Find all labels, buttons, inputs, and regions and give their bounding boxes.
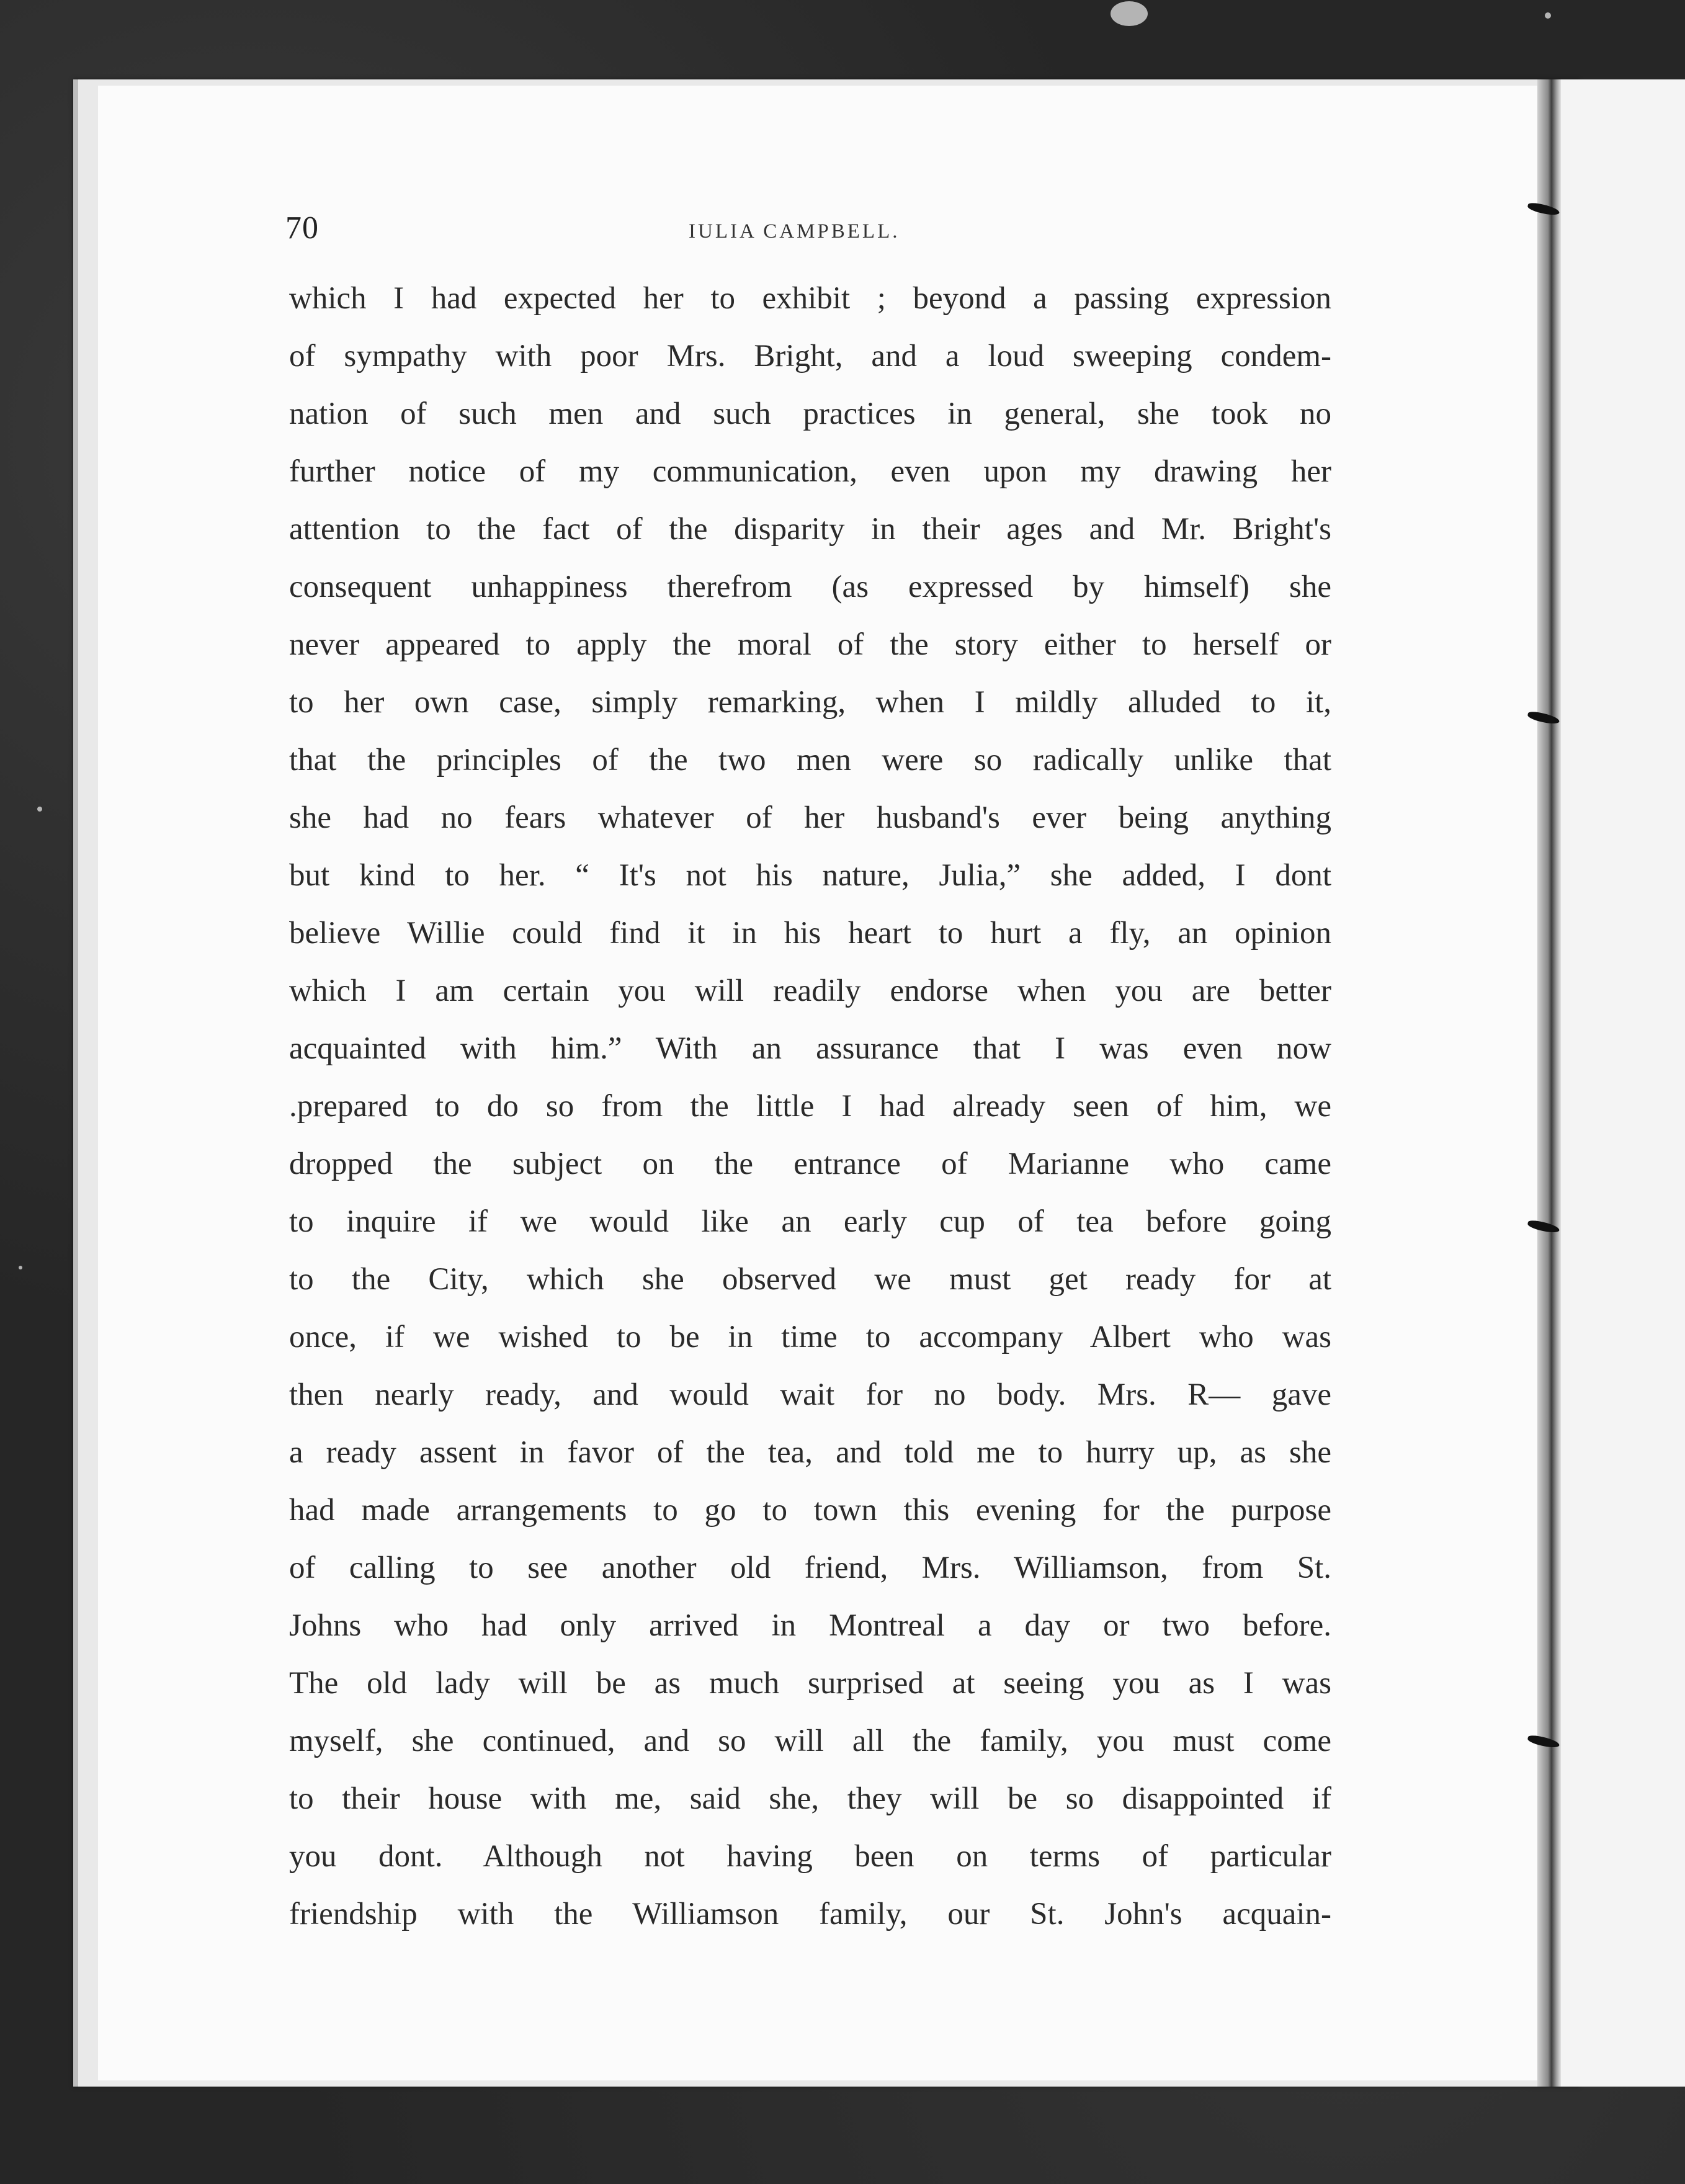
text-line: which I had expected her to exhibit ; beyond a passing expression bbox=[289, 281, 1331, 316]
running-head: IULIA CAMPBELL. bbox=[689, 220, 900, 243]
dust-speck bbox=[37, 807, 42, 812]
text-line: attention to the fact of the disparity in their ages and Mr. Bright's bbox=[289, 512, 1331, 547]
text-line: consequent unhappiness therefrom (as expressed by himself) she bbox=[289, 570, 1331, 604]
text-line: believe Willie could find it in his heart to hurt a fly, an opinion bbox=[289, 916, 1331, 951]
text-line: further notice of my communication, even upon my drawing her bbox=[289, 454, 1331, 489]
text-line: but kind to her. “ It's not his nature, Julia,” she added, I dont bbox=[289, 858, 1331, 893]
text-line: you dont. Although not having been on terms of particular bbox=[289, 1839, 1331, 1874]
text-line: of sympathy with poor Mrs. Bright, and a loud sweeping condem- bbox=[289, 339, 1331, 374]
text-line: acquainted with him.” With an assurance that I was even now bbox=[289, 1031, 1331, 1066]
text-line: nation of such men and such practices in general, she took no bbox=[289, 396, 1331, 431]
text-line: to the City, which she observed we must get ready for at bbox=[289, 1262, 1331, 1297]
text-line: dropped the subject on the entrance of Marianne who came bbox=[289, 1147, 1331, 1181]
text-line: had made arrangements to go to town this evening for the purpose bbox=[289, 1493, 1331, 1528]
body-text bbox=[289, 270, 1331, 1943]
dust-speck bbox=[1111, 1, 1148, 26]
dust-speck bbox=[1545, 12, 1551, 19]
book-gutter bbox=[1537, 79, 1561, 2087]
text-line: never appeared to apply the moral of the story either to herself or bbox=[289, 627, 1331, 662]
text-line: she had no fears whatever of her husband's ever being anything bbox=[289, 800, 1331, 835]
text-line: myself, she continued, and so will all the family, you must come bbox=[289, 1724, 1331, 1758]
text-line: to their house with me, said she, they will be so disappointed if bbox=[289, 1781, 1331, 1816]
text-line: of calling to see another old friend, Mrs. Williamson, from St. bbox=[289, 1551, 1331, 1585]
text-line: friendship with the Williamson family, our St. John's acquain- bbox=[289, 1897, 1331, 1931]
facing-page-edge bbox=[1561, 79, 1685, 2087]
text-line: then nearly ready, and would wait for no body. Mrs. R— gave bbox=[289, 1377, 1331, 1412]
text-line: a ready assent in favor of the tea, and told me to hurry up, as she bbox=[289, 1435, 1331, 1470]
text-line: Johns who had only arrived in Montreal a day or two before. bbox=[289, 1608, 1331, 1643]
text-line: that the principles of the two men were so radically unlike that bbox=[289, 743, 1331, 777]
dust-speck bbox=[19, 1266, 22, 1269]
text-line: once, if we wished to be in time to accompany Albert who was bbox=[289, 1320, 1331, 1354]
text-line: to her own case, simply remarking, when I mildly alluded to it, bbox=[289, 685, 1331, 720]
page-number: 70 bbox=[285, 210, 319, 246]
text-line: which I am certain you will readily endorse when you are better bbox=[289, 973, 1331, 1008]
text-line: .prepared to do so from the little I had already seen of him, we bbox=[289, 1089, 1331, 1124]
text-line: The old lady will be as much surprised at seeing you as I was bbox=[289, 1666, 1331, 1701]
text-line: to inquire if we would like an early cup of tea before going bbox=[289, 1204, 1331, 1239]
